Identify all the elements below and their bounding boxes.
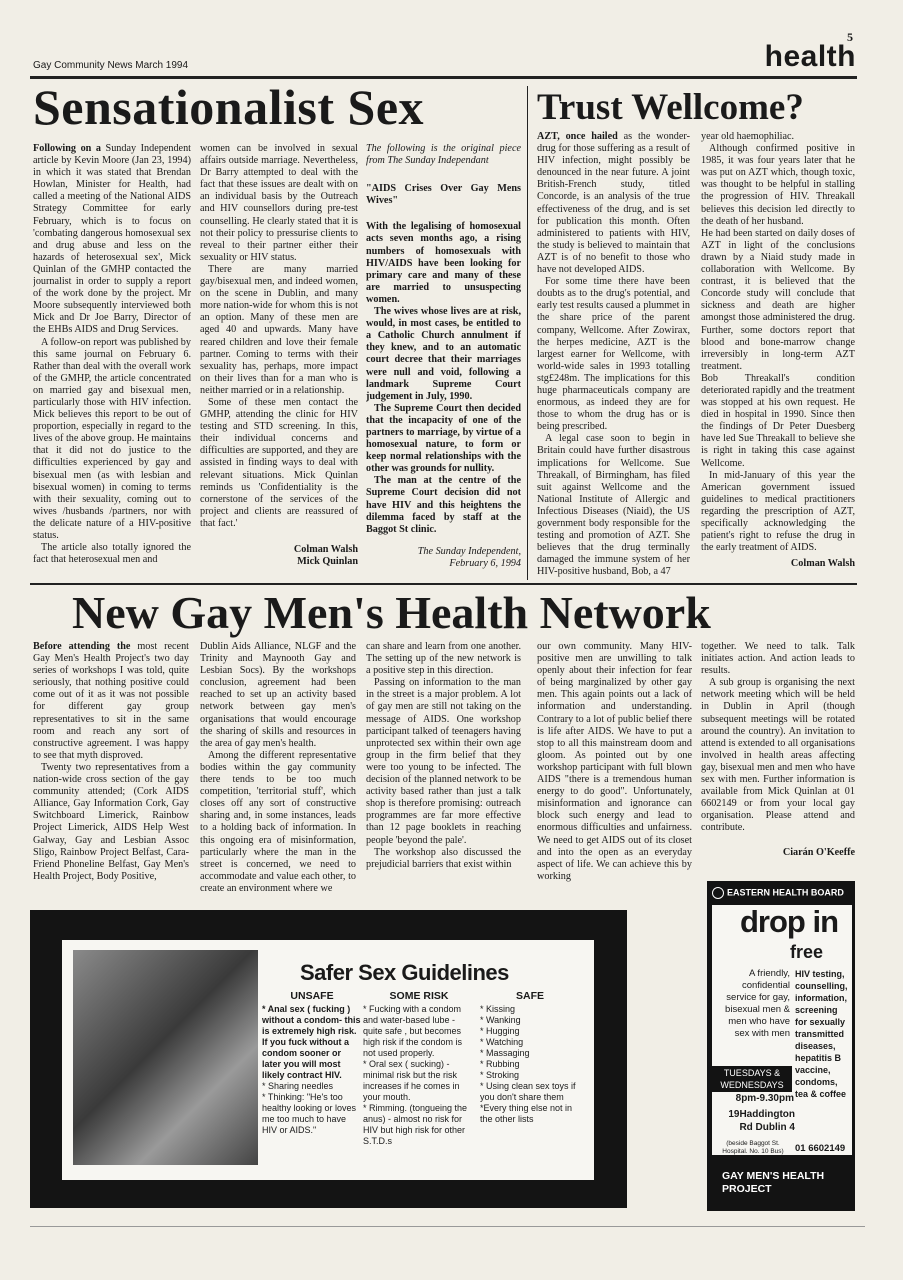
some-risk-list: SOME RISK * Fucking with a condom and water-based lube - quite safe , but becomes high risk if the condom is not used properly. * Oral sex ( sucking) - minimal risk but the risk increases if he comes in your mouth. * Rimming. (tongueing the anus) - almost no risk for HIV but high risk for other S.T.D.s	[363, 990, 468, 1146]
photo-two-men-holding-hands	[73, 950, 258, 1165]
source-date: February 6, 1994	[449, 557, 521, 569]
section-title: health	[764, 40, 856, 73]
opening-hours: 8pm-9.30pm	[735, 1093, 794, 1104]
safe-list: SAFE * Kissing * Wanking * Hugging * Watching * Massaging * Rubbing * Stroking * Using clean sex toys if you don't share them *Every thing else not in the other lists	[480, 990, 576, 1124]
page-number: 5	[847, 30, 853, 44]
unsafe-list: UNSAFE * Anal sex ( fucking ) without a condom- this is extremely high risk. If you fuck without a condom sooner or later you will most likely contract HIV. * Sharing needles * Thinking: "He's too healthy looking or loves me too much to have HIV or AIDS."	[262, 990, 361, 1135]
column-divider	[527, 86, 528, 580]
story1-col3: The following is the original piece from The Sunday Independant "AIDS Crises Over Gay Mens Wives" With the legalising of homosexual acts seven months ago, a rising numbers of homosexuals with HIV/AIDS have been looking for primary care and many of these are married to unsuspecting women. The wives whose lives are at risk, would, in most cases, be entitled to a Catholic Church annulment if they knew, and to an automatic court decree that their marriages were null and void, following a landmark Supreme Court judgement in July, 1990. The Supreme Court then decided that the incapacity of one of the partners to marriage, by virtue of a homosexual nature, to form or keep normal relationships with the other was grounds for nullity. The man at the centre of the Supreme Court decision did not have HIV and this heightens the dilemma faced by staff at the Baggot St clinic. The Sunday Independent, February 6, 1994	[366, 143, 521, 569]
story2-col2: year old haemophiliac. Although confirmed positive in 1985, it was four years later that he was put on AZT which, though toxic, was thought to be helpful in stalling the progression of HIV. Threakall believes this decision led directly to the death of her husband. He had been started on daily doses of AZT in light of the conclusions drawn by a Niaid study made in collaboration with Wellcome. By contrast, it is believed that the Concorde study will conclude that sickness and death are higher amongst those administered the drug. Further, some doctors report that blood and bone-marrow change irreversibly in long-term AZT treatment. Bob Threakall's condition deteriorated rapidly and the treatment was stopped at his own request. He died in hospital in 1990. Since then the findings of Dr Peter Duesberg have led Sue Threakall to believe she is right in taking this case against Wellcome. In mid-January of this year the American government issued guidelines to medical practitioners regarding the prescription of AZT, specifically acknowledging the patient's right to refuse the drug in the early treatment of AIDS. Colman Walsh	[701, 131, 855, 570]
story3-col5: together. We need to talk. Talk initiates action. And action leads to results. A sub group is organising the next network meeting which will be held in Dublin in April (though subsequent meetings will be rotated around the country). An invitation to attend is extended to all organisations involved in health areas affecting gay, bisexual men and men who have sex with men. Further information is available from Mick Quinlan at 01 6602149 or from your local gay organisation. Please attend and contribute. Ciarán O'Keeffe	[701, 641, 855, 858]
signature: Colman Walsh	[293, 544, 358, 555]
story3-col2: Dublin Aids Alliance, NLGF and the Trinity and Maynooth Gay and Lesbian Socs). By the workshops conclusion, agreement had been reached to set up an activity based network between gay men's organisations that would encourage the sharing of skills and resources in the area of gay men's health. Among the different representative bodies within the gay community there tends to be too much competition, 'territorial stuff', which closes off any sort of constructive sharing and, in some instances, leads to a holding back of information. In this ongoing era of misinformation, particularly where the man in the street is concerned, we need to accommodate and value each other, to create an environment where we	[200, 641, 356, 894]
story3-col4: our own community. Many HIV-positive men are unwilling to talk openly about their infection for fear of being marginalized by other gay men. This again points out a lack of information and understanding. Contrary to a lot of public belief there is life after AIDS. We have to put a stop to all this mainstream doom and gloom. As pointed out by one workshop participant with full blown AIDS "there is a tremendous human energy to do good". Unfortunately, misinformation and ignorance can block such energy and lead to enormous difficulties and unfairness. We need to get AIDS out of its closet and into the open as an everyday aspect of life. We can achieve this by working	[537, 641, 692, 882]
section-rule	[30, 583, 857, 585]
publication-line: Gay Community News March 1994	[33, 60, 189, 71]
board-emblem-icon	[712, 887, 724, 899]
audience-text: A friendly, confidential service for gay, bisexual men & men who have sex with men	[725, 968, 790, 1039]
eastern-health-board-logo: EASTERN HEALTH BOARD	[712, 887, 844, 899]
free-title: free	[790, 942, 824, 962]
drop-in-title: drop in	[740, 904, 839, 939]
signature: Mick Quinlan	[297, 556, 358, 568]
services-text: HIV testing, counselling, information, screening for sexually transmitted diseases, hepatitis B vaccine, condoms, tea & coffee	[795, 969, 848, 1099]
gay-mens-health-project-logo: GAY MEN'S HEALTH PROJECT	[722, 1170, 825, 1195]
story3-col3: can share and learn from one another. The setting up of the new network is a positive step in this direction. Passing on information to the man in the street is a major problem. A lot of gay men are still not taking on the message of AIDS. One workshop participant talked of teenagers having unprotected sex within their own age group in the firm belief that they were too young to be infected. The decision of the planned network to be activity based rather than just a talk shop is therefore promising: outreach programmes are far more effective than 12 page booklets in reaching people 'beyond the pale'. The workshop also discussed the prejudicial barriers that exist within	[366, 641, 521, 870]
story2-col1: AZT, once hailed as the wonder-drug for those suffering as a result of HIV infection, might possibly be denounced in the near future. A joint British-French study, titled Concorde, is an analysis of the true effectiveness of the drug, and is set for publication this month. Often administered to patients with HIV, the study is believed to maintain that AZT is of no benefit to those who have not developed AIDS. For some time there have been doubts as to the drug's potential, and early test results caused a plummet in the share price of the parent company, Wellcome. After Zowirax, the herpes medicine, AZT is the largest earner for Wellcome, with world-wide sales in 1993 totalling stg£248m. The implications for this huge pharmaceuticals company are enormous, as indeed they are for those to whom the drug has or is being prescribed. A legal case soon to begin in Britain could have further disastrous implications for Wellcome. Sue Threakall, of Birmingham, has filed suit against Wellcome and the National Institute of Allergic and Infectious Diseases (Niaid), the US government body responsible for the testing and promotion of AZT. She believes that the drug terminally damaged the immune system of her HIV-positive husband, Bob, a 47	[537, 131, 690, 578]
address: 19Haddington Rd Dublin 4	[728, 1109, 795, 1133]
signature: Colman Walsh	[790, 558, 855, 570]
phone-number: 01 6602149	[795, 1143, 846, 1154]
opening-days: TUESDAYS & WEDNESDAYS	[712, 1066, 792, 1092]
source-credit: The Sunday Independent,	[417, 545, 521, 557]
headline-sensationalist-sex: Sensationalist Sex	[33, 79, 425, 135]
address-note: (beside Baggot St. Hospital. No. 10 Bus)	[722, 1140, 784, 1155]
signature: Ciarán O'Keeffe	[782, 846, 855, 858]
story1-col2: women can be involved in sexual affairs outside marriage. Nevertheless, Dr Barry attempted to deal with the fact that these issues are dealt with on an individual basis by the Outreach and HIV counsellors during pre-test counselling. He clearly stated that it is not their policy to pressurise clients to reveal to their partner either their sexuality or HIV status. There are many married gay/bisexual men, and indeed women, on the scene in Dublin, and many more nation-wide for whom this is not an option. Many of these men are aged 40 and upwards. Many have reared children and love their female partner. Coming to terms with their sexuality has, perhaps, more impact on their lives than for a man who is neither married or in a relationship. Some of these men contact the GMHP, attending the clinic for HIV testing and STD screening. In this, their individual concerns and difficulties are supported, and they are assisted in finding ways to deal with relevant situations. Mick Quinlan reminds us 'Confidentiality is the cornerstone of the services of the project and clients are reassured of that fact.' Colman Walsh Mick Quinlan	[200, 143, 358, 568]
ad-title: Safer Sex Guidelines	[300, 960, 509, 985]
story1-col1: Following on a Sunday Independent article by Kevin Moore (Jan 23, 1994) in which it was stated that Brendan Howlan, Minister for Health, had called a meeting of the National AIDS Strategy Committee for early February, which is to focus on 'combating dangerous homosexual sex and drug abuse and less on the hazards of heterosexual sex', Mick Quinlan of the GMHP contacted the journalist in order to supply a report of the work done by the project. Mr Moore subsequently interviewed both Mick and Dr Joe Barry, Director of the EHBs AIDS and Drug Services. A follow-on report was published by this same journal on February 6. Rather than deal with the overall work of the GMHP, the article concentrated on married gay and bisexual men, particularly those with HIV infection. Mick believes this report to be out of proportion, especially in regard to the lives of the above group. He maintains that it did not do justice to the difficulties experienced by gay and bisexual men (as with lesbian and bisexual women) in coming to terms with their sexuality, coming out to wives /husbands /partners, nor with the delicate nature of a HIV-positive status. The article also totally ignored the fact that heterosexual men and	[33, 143, 191, 566]
headline-new-gay-mens-health-network: New Gay Men's Health Network	[72, 587, 711, 638]
page-footer-rule	[30, 1226, 865, 1227]
headline-trust-wellcome: Trust Wellcome?	[537, 87, 804, 128]
story3-col1: Before attending the most recent Gay Men's Health Project's two day series of workshops I was told, quite seriously, that nothing positive could come out of it as it was not possible for different gay group representatives to sit in the same room and reach any sort of constructive agreement. I was happy to see that myth disproved. Twenty two representatives from a nation-wide cross section of the gay community attended; (Cork AIDS Alliance, Gay Information Cork, Gay Switchboard Limerick, Rainbow Project Limerick, AIDS Help West Galway, Gay and Lesbian Assoc Sligo, Rainbow Project Belfast, Cara-Friend Phoneline Belfast, Gay Men's Health Project, Body Positive,	[33, 641, 189, 882]
